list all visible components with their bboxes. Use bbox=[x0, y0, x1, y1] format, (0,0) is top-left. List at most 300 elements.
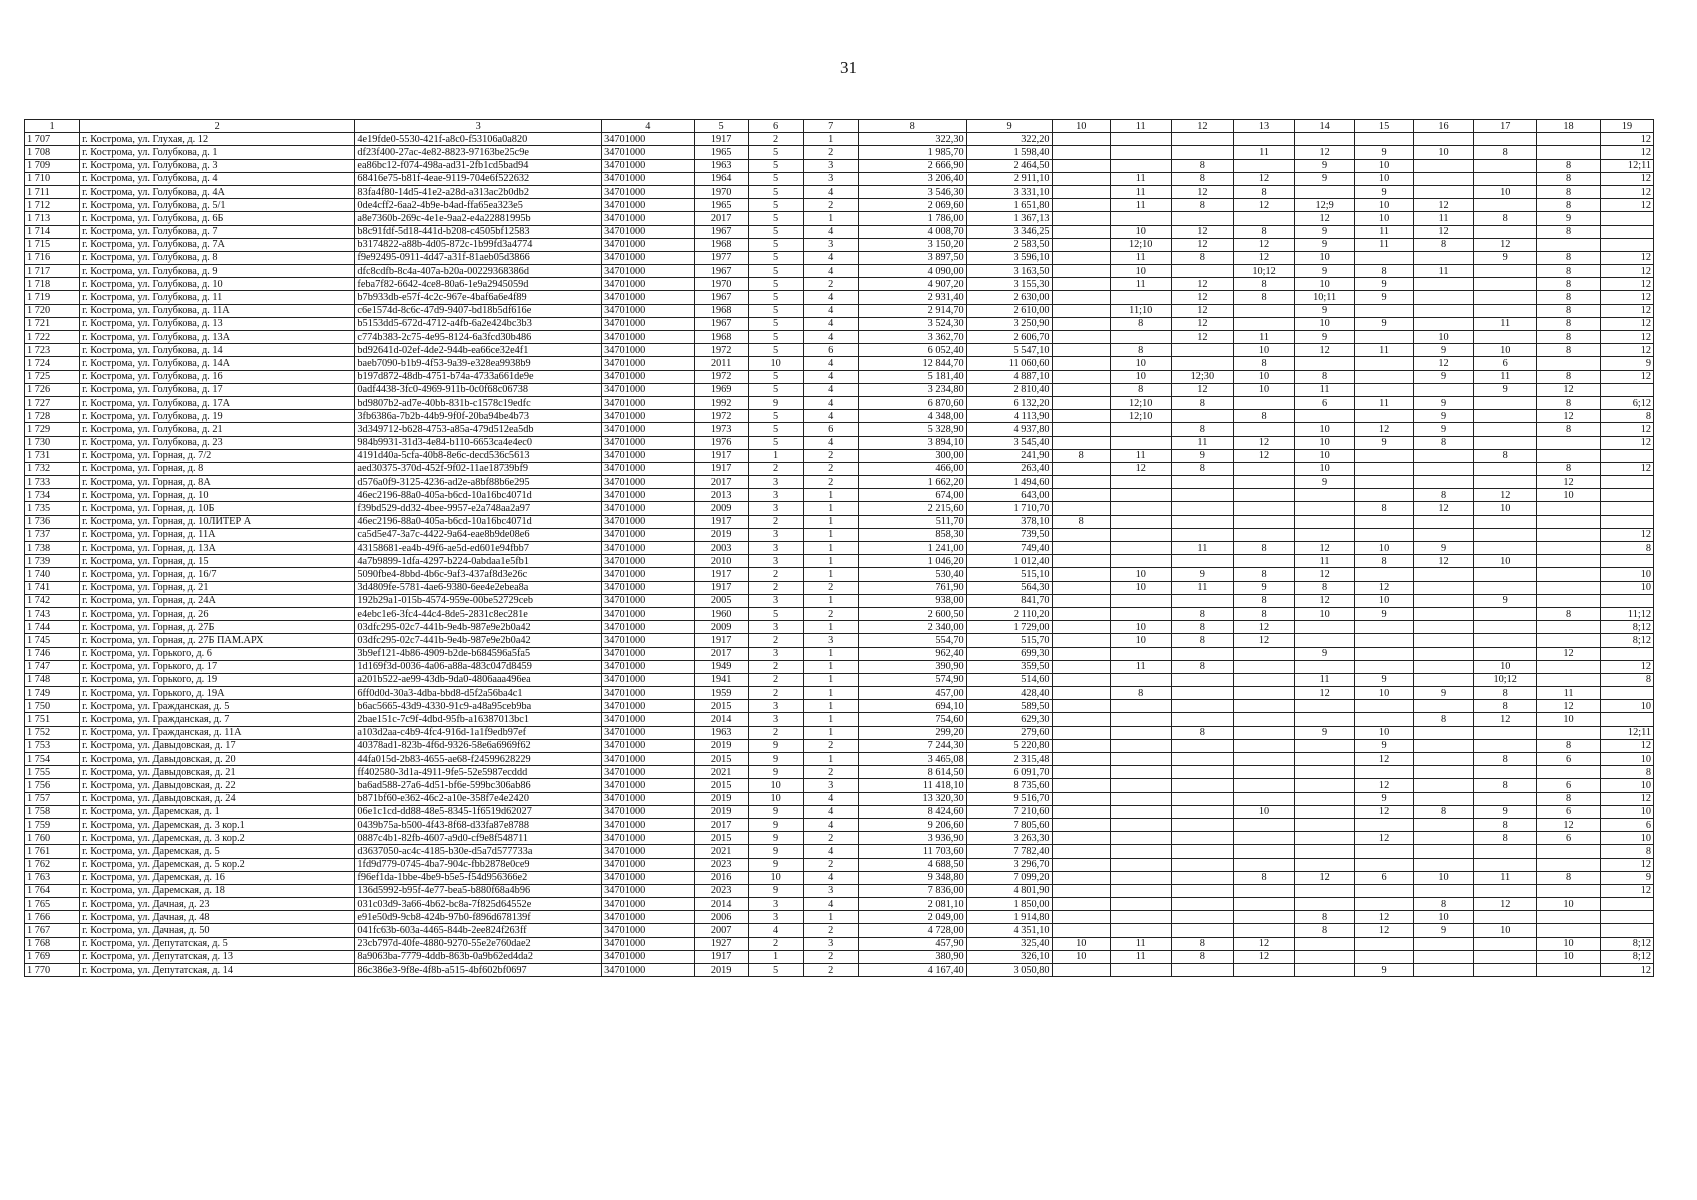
table-cell: 12 bbox=[1600, 317, 1653, 330]
table-cell: 4 bbox=[803, 805, 858, 818]
table-cell bbox=[1294, 739, 1355, 752]
table-cell: 5 bbox=[748, 383, 803, 396]
table-cell: 1960 bbox=[694, 607, 748, 620]
table-cell: 1969 bbox=[694, 383, 748, 396]
table-cell: г. Кострома, ул. Депутатская, д. 5 bbox=[80, 937, 355, 950]
table-cell bbox=[1052, 805, 1110, 818]
table-cell: 10 bbox=[1294, 423, 1355, 436]
table-cell: 8 bbox=[1537, 291, 1601, 304]
table-cell: г. Кострома, ул. Горная, д. 21 bbox=[80, 581, 355, 594]
table-cell: 34701000 bbox=[602, 792, 695, 805]
table-row bbox=[25, 357, 1654, 370]
table-cell bbox=[1474, 410, 1537, 423]
table-cell: 10 bbox=[1413, 911, 1474, 924]
table-row bbox=[25, 462, 1654, 475]
table-cell: 2005 bbox=[694, 594, 748, 607]
table-cell: 10 bbox=[1355, 542, 1413, 555]
table-cell bbox=[1474, 884, 1537, 897]
table-cell bbox=[1171, 792, 1234, 805]
table-cell bbox=[1052, 792, 1110, 805]
table-cell: г. Кострома, ул. Гражданская, д. 7 bbox=[80, 713, 355, 726]
table-cell: г. Кострома, ул. Голубкова, д. 1 bbox=[80, 146, 355, 159]
table-cell bbox=[1234, 687, 1295, 700]
table-cell bbox=[1537, 845, 1601, 858]
table-cell: 8;12 bbox=[1600, 621, 1653, 634]
table-cell bbox=[1537, 924, 1601, 937]
table-cell bbox=[1355, 251, 1413, 264]
table-cell: 10 bbox=[1110, 581, 1171, 594]
table-cell: 9 bbox=[1474, 383, 1537, 396]
table-cell: 3 234,80 bbox=[858, 383, 966, 396]
table-cell bbox=[1294, 779, 1355, 792]
table-row bbox=[25, 476, 1654, 489]
table-cell: 34701000 bbox=[602, 594, 695, 607]
table-cell: 1 710,70 bbox=[966, 502, 1052, 515]
table-cell: 3fb6386a-7b2b-44b9-9f0f-20ba94be4b73 bbox=[355, 410, 602, 423]
table-cell bbox=[1413, 607, 1474, 620]
table-cell bbox=[1234, 647, 1295, 660]
table-cell: 1917 bbox=[694, 581, 748, 594]
table-cell: 34701000 bbox=[602, 647, 695, 660]
table-cell bbox=[1474, 462, 1537, 475]
table-cell: 7 244,30 bbox=[858, 739, 966, 752]
table-cell: 12;11 bbox=[1600, 726, 1653, 739]
table-cell: 9 bbox=[1355, 278, 1413, 291]
table-cell bbox=[1413, 937, 1474, 950]
table-cell: 10 bbox=[1052, 950, 1110, 963]
table-cell: 12 bbox=[1171, 317, 1234, 330]
table-cell: 12;11 bbox=[1600, 159, 1653, 172]
table-cell: 3 bbox=[748, 542, 803, 555]
table-cell: 9 bbox=[1294, 331, 1355, 344]
table-cell: 1965 bbox=[694, 146, 748, 159]
table-cell bbox=[1537, 146, 1601, 159]
table-cell: 2 110,20 bbox=[966, 607, 1052, 620]
table-cell bbox=[1355, 766, 1413, 779]
table-cell bbox=[1110, 700, 1171, 713]
table-cell: 9 bbox=[1600, 871, 1653, 884]
page-number: 31 bbox=[840, 58, 857, 77]
table-cell: 3 163,50 bbox=[966, 265, 1052, 278]
table-cell: 3 bbox=[803, 238, 858, 251]
table-cell: 8 bbox=[1537, 159, 1601, 172]
table-row bbox=[25, 159, 1654, 172]
table-cell: 34701000 bbox=[602, 898, 695, 911]
table-cell: 8 bbox=[1234, 568, 1295, 581]
table-cell: 12 bbox=[1355, 779, 1413, 792]
table-cell: 2 bbox=[803, 950, 858, 963]
table-cell: 841,70 bbox=[966, 594, 1052, 607]
table-cell bbox=[1355, 950, 1413, 963]
table-cell bbox=[1600, 687, 1653, 700]
table-cell: 34701000 bbox=[602, 673, 695, 686]
table-cell bbox=[1355, 383, 1413, 396]
table-cell: 11;10 bbox=[1110, 304, 1171, 317]
table-cell bbox=[1171, 713, 1234, 726]
table-row bbox=[25, 396, 1654, 409]
table-cell: 34701000 bbox=[602, 568, 695, 581]
table-cell bbox=[1537, 542, 1601, 555]
table-cell bbox=[1294, 133, 1355, 146]
table-cell: г. Кострома, ул. Горная, д. 11А bbox=[80, 528, 355, 541]
table-cell: 1 764 bbox=[25, 884, 80, 897]
table-cell: 643,00 bbox=[966, 489, 1052, 502]
table-cell bbox=[1171, 528, 1234, 541]
table-row bbox=[25, 779, 1654, 792]
table-cell: 4 bbox=[803, 291, 858, 304]
table-cell bbox=[1413, 515, 1474, 528]
table-cell bbox=[1413, 753, 1474, 766]
table-cell: г. Кострома, ул. Горная, д. 13А bbox=[80, 542, 355, 555]
table-row bbox=[25, 344, 1654, 357]
table-cell: 3 362,70 bbox=[858, 331, 966, 344]
table-cell: 10 bbox=[1110, 357, 1171, 370]
table-cell bbox=[1234, 528, 1295, 541]
table-cell bbox=[1413, 476, 1474, 489]
table-cell: 3 bbox=[748, 528, 803, 541]
table-cell bbox=[1474, 581, 1537, 594]
table-cell: 5090fbe4-8bbd-4b6c-9af3-437af8d3e26c bbox=[355, 568, 602, 581]
table-cell bbox=[1600, 225, 1653, 238]
table-cell: bd92641d-02ef-4de2-944b-ea66ce32e4f1 bbox=[355, 344, 602, 357]
table-cell: 10 bbox=[1294, 607, 1355, 620]
table-cell: df23f400-27ac-4e82-8823-97163be25c9e bbox=[355, 146, 602, 159]
table-cell: 8 bbox=[1294, 924, 1355, 937]
table-cell: 11 bbox=[1413, 265, 1474, 278]
table-cell: 12;10 bbox=[1110, 238, 1171, 251]
table-cell: 7 099,20 bbox=[966, 871, 1052, 884]
table-cell: 8 bbox=[1234, 594, 1295, 607]
table-cell bbox=[1171, 766, 1234, 779]
table-row bbox=[25, 568, 1654, 581]
table-cell: 3 bbox=[748, 555, 803, 568]
table-cell: 8 bbox=[1537, 225, 1601, 238]
column-header: 10 bbox=[1052, 120, 1110, 133]
table-cell: 12 bbox=[1600, 739, 1653, 752]
table-cell bbox=[1110, 792, 1171, 805]
table-cell: 6 bbox=[1474, 357, 1537, 370]
table-cell bbox=[1413, 792, 1474, 805]
table-cell bbox=[1234, 911, 1295, 924]
table-cell: 4 bbox=[803, 357, 858, 370]
column-header: 17 bbox=[1474, 120, 1537, 133]
table-cell: 1 761 bbox=[25, 845, 80, 858]
table-cell: 9 bbox=[1355, 673, 1413, 686]
table-cell: 9 bbox=[748, 832, 803, 845]
table-cell: 8a9063ba-7779-4ddb-863b-0a9b62ed4da2 bbox=[355, 950, 602, 963]
table-cell bbox=[1294, 713, 1355, 726]
table-cell bbox=[1171, 858, 1234, 871]
table-cell: 10 bbox=[748, 871, 803, 884]
table-cell: 12 bbox=[1234, 172, 1295, 185]
table-cell: 1959 bbox=[694, 687, 748, 700]
table-cell: b6ac5665-43d9-4330-91c9-a48a95ceb9ba bbox=[355, 700, 602, 713]
table-cell: 1 bbox=[803, 726, 858, 739]
table-cell: 1 722 bbox=[25, 331, 80, 344]
table-cell bbox=[1234, 555, 1295, 568]
table-cell: 8 bbox=[1537, 739, 1601, 752]
table-cell: 11 bbox=[1110, 449, 1171, 462]
table-cell: 3 050,80 bbox=[966, 964, 1052, 977]
table-cell: 8 bbox=[1234, 410, 1295, 423]
table-cell: 8 bbox=[1234, 542, 1295, 555]
table-cell: 5 bbox=[748, 159, 803, 172]
table-cell: 11 bbox=[1474, 370, 1537, 383]
table-cell: 34701000 bbox=[602, 621, 695, 634]
table-cell: 2 bbox=[748, 515, 803, 528]
table-cell: 12 bbox=[1171, 331, 1234, 344]
table-cell: 5 bbox=[748, 225, 803, 238]
table-cell: 34701000 bbox=[602, 423, 695, 436]
table-cell bbox=[1110, 898, 1171, 911]
table-cell bbox=[1171, 805, 1234, 818]
table-cell: 2 810,40 bbox=[966, 383, 1052, 396]
table-cell bbox=[1052, 212, 1110, 225]
table-cell: 34701000 bbox=[602, 634, 695, 647]
table-cell: 428,40 bbox=[966, 687, 1052, 700]
table-cell: 11 bbox=[1355, 238, 1413, 251]
table-cell: 2 bbox=[748, 660, 803, 673]
table-cell bbox=[1413, 317, 1474, 330]
table-cell bbox=[1052, 700, 1110, 713]
column-header: 7 bbox=[803, 120, 858, 133]
table-cell: 1 739 bbox=[25, 555, 80, 568]
table-row bbox=[25, 317, 1654, 330]
table-cell: 1 723 bbox=[25, 344, 80, 357]
table-cell: 8 bbox=[1537, 304, 1601, 317]
column-header: 9 bbox=[966, 120, 1052, 133]
table-cell bbox=[1474, 265, 1537, 278]
table-cell bbox=[1355, 410, 1413, 423]
table-cell bbox=[1600, 502, 1653, 515]
table-cell: 12 bbox=[1234, 436, 1295, 449]
table-row bbox=[25, 212, 1654, 225]
table-cell: 8 bbox=[1171, 634, 1234, 647]
table-cell: 10 bbox=[1600, 568, 1653, 581]
table-cell bbox=[1234, 212, 1295, 225]
table-cell: 12 bbox=[1234, 634, 1295, 647]
table-cell: 041fc63b-603a-4465-844b-2ee824f263ff bbox=[355, 924, 602, 937]
table-cell bbox=[1600, 476, 1653, 489]
table-cell: 12 bbox=[1355, 423, 1413, 436]
table-cell: 8 bbox=[1234, 225, 1295, 238]
table-cell bbox=[1110, 884, 1171, 897]
table-cell: 378,10 bbox=[966, 515, 1052, 528]
table-cell: 380,90 bbox=[858, 950, 966, 963]
table-cell: 12 bbox=[1413, 225, 1474, 238]
table-cell bbox=[1234, 818, 1295, 831]
table-cell: 8 bbox=[1171, 172, 1234, 185]
table-cell: г. Кострома, ул. Глухая, д. 12 bbox=[80, 133, 355, 146]
table-row bbox=[25, 924, 1654, 937]
table-cell: 2015 bbox=[694, 832, 748, 845]
table-cell: 34701000 bbox=[602, 502, 695, 515]
table-cell bbox=[1234, 792, 1295, 805]
table-cell bbox=[1600, 515, 1653, 528]
table-cell: 2010 bbox=[694, 555, 748, 568]
table-cell: 1 bbox=[803, 133, 858, 146]
table-cell: 1 747 bbox=[25, 660, 80, 673]
table-cell: 2007 bbox=[694, 924, 748, 937]
table-cell bbox=[1474, 621, 1537, 634]
table-cell: г. Кострома, ул. Голубкова, д. 17А bbox=[80, 396, 355, 409]
table-cell bbox=[1294, 950, 1355, 963]
table-cell: 1 736 bbox=[25, 515, 80, 528]
table-row bbox=[25, 581, 1654, 594]
table-cell: 8;12 bbox=[1600, 937, 1653, 950]
table-cell: 10;12 bbox=[1234, 265, 1295, 278]
table-cell: 8 bbox=[1294, 370, 1355, 383]
table-cell: г. Кострома, ул. Горная, д. 27Б ПАМ.АРХ bbox=[80, 634, 355, 647]
table-cell bbox=[1234, 515, 1295, 528]
table-cell: 4 bbox=[803, 383, 858, 396]
table-cell bbox=[1294, 845, 1355, 858]
table-cell: г. Кострома, ул. Горная, д. 8А bbox=[80, 476, 355, 489]
table-cell bbox=[1600, 898, 1653, 911]
table-cell bbox=[1294, 621, 1355, 634]
table-cell: 1964 bbox=[694, 172, 748, 185]
table-cell bbox=[1355, 937, 1413, 950]
table-cell: 2 049,00 bbox=[858, 911, 966, 924]
table-cell bbox=[1052, 225, 1110, 238]
table-cell: г. Кострома, ул. Даремская, д. 3 кор.2 bbox=[80, 832, 355, 845]
table-row bbox=[25, 423, 1654, 436]
table-cell: 11 bbox=[1355, 396, 1413, 409]
table-cell: 10 bbox=[1294, 317, 1355, 330]
table-cell bbox=[1294, 700, 1355, 713]
table-row bbox=[25, 225, 1654, 238]
table-cell: 8 bbox=[1355, 265, 1413, 278]
table-cell: 6 bbox=[1355, 871, 1413, 884]
table-cell: г. Кострома, ул. Даремская, д. 18 bbox=[80, 884, 355, 897]
table-cell: 12 bbox=[1537, 647, 1601, 660]
table-cell: 2 666,90 bbox=[858, 159, 966, 172]
table-cell: 12 bbox=[1474, 898, 1537, 911]
table-row bbox=[25, 133, 1654, 146]
table-cell: 6 bbox=[1537, 805, 1601, 818]
table-cell: 1 985,70 bbox=[858, 146, 966, 159]
table-cell bbox=[1355, 476, 1413, 489]
table-cell: 12 bbox=[1294, 871, 1355, 884]
table-cell bbox=[1474, 634, 1537, 647]
table-cell: 8 bbox=[1537, 370, 1601, 383]
table-cell: b8c91fdf-5d18-441d-b208-c4505bf12583 bbox=[355, 225, 602, 238]
column-header: 15 bbox=[1355, 120, 1413, 133]
table-cell: 8 bbox=[1234, 871, 1295, 884]
table-cell bbox=[1413, 673, 1474, 686]
table-cell: 10 bbox=[1355, 726, 1413, 739]
table-cell: 2021 bbox=[694, 766, 748, 779]
table-row bbox=[25, 304, 1654, 317]
table-cell bbox=[1355, 133, 1413, 146]
table-cell: 8 bbox=[1171, 660, 1234, 673]
table-cell bbox=[1294, 660, 1355, 673]
table-cell: г. Кострома, ул. Даремская, д. 5 bbox=[80, 845, 355, 858]
table-cell: г. Кострома, ул. Горького, д. 19 bbox=[80, 673, 355, 686]
table-cell: 390,90 bbox=[858, 660, 966, 673]
table-cell: 1 737 bbox=[25, 528, 80, 541]
table-cell bbox=[1413, 726, 1474, 739]
table-cell bbox=[1052, 159, 1110, 172]
table-cell: 9 bbox=[1355, 607, 1413, 620]
table-cell: г. Кострома, ул. Голубкова, д. 7А bbox=[80, 238, 355, 251]
table-cell bbox=[1600, 713, 1653, 726]
table-cell: 12 844,70 bbox=[858, 357, 966, 370]
table-cell bbox=[1413, 964, 1474, 977]
table-cell: 10 bbox=[1234, 344, 1295, 357]
table-cell: 34701000 bbox=[602, 304, 695, 317]
table-cell: 322,20 bbox=[966, 133, 1052, 146]
table-cell bbox=[1171, 964, 1234, 977]
table-cell: г. Кострома, ул. Голубкова, д. 7 bbox=[80, 225, 355, 238]
table-cell: 1927 bbox=[694, 937, 748, 950]
table-row bbox=[25, 700, 1654, 713]
table-cell: 515,10 bbox=[966, 568, 1052, 581]
table-cell: 3 bbox=[748, 621, 803, 634]
table-cell bbox=[1355, 528, 1413, 541]
table-cell: 10 bbox=[1234, 383, 1295, 396]
table-cell: 8 bbox=[1537, 792, 1601, 805]
table-row bbox=[25, 766, 1654, 779]
table-cell bbox=[1413, 383, 1474, 396]
table-cell: 12 bbox=[1294, 594, 1355, 607]
table-cell: 40378ad1-823b-4f6d-9326-58e6a6969f62 bbox=[355, 739, 602, 752]
table-cell: 4 348,00 bbox=[858, 410, 966, 423]
table-cell bbox=[1474, 331, 1537, 344]
table-cell bbox=[1052, 528, 1110, 541]
table-cell bbox=[1110, 436, 1171, 449]
table-cell: 2 bbox=[803, 766, 858, 779]
table-cell bbox=[1413, 568, 1474, 581]
table-cell: 9 bbox=[1171, 568, 1234, 581]
table-cell: 12 bbox=[1474, 713, 1537, 726]
table-cell: 1 651,80 bbox=[966, 199, 1052, 212]
table-cell: 10 bbox=[1474, 344, 1537, 357]
table-row bbox=[25, 410, 1654, 423]
table-cell: 1 bbox=[748, 449, 803, 462]
table-cell: г. Кострома, ул. Горная, д. 27Б bbox=[80, 621, 355, 634]
table-cell bbox=[1110, 871, 1171, 884]
table-cell: 7 210,60 bbox=[966, 805, 1052, 818]
table-cell bbox=[1413, 832, 1474, 845]
table-cell: 43158681-ea4b-49f6-ae5d-ed601e94fbb7 bbox=[355, 542, 602, 555]
table-cell bbox=[1234, 779, 1295, 792]
table-cell: 8 bbox=[1537, 172, 1601, 185]
table-cell: 279,60 bbox=[966, 726, 1052, 739]
table-cell: 9 bbox=[1413, 396, 1474, 409]
table-cell bbox=[1052, 278, 1110, 291]
table-cell bbox=[1171, 845, 1234, 858]
table-cell: 8 bbox=[1537, 185, 1601, 198]
table-cell: г. Кострома, ул. Дачная, д. 50 bbox=[80, 924, 355, 937]
table-cell: 3 bbox=[803, 159, 858, 172]
table-cell: г. Кострома, ул. Горная, д. 10ЛИТЕР А bbox=[80, 515, 355, 528]
table-cell: 5 bbox=[748, 251, 803, 264]
table-cell bbox=[1294, 410, 1355, 423]
table-cell: 11 bbox=[1110, 660, 1171, 673]
table-cell: г. Кострома, ул. Даремская, д. 16 bbox=[80, 871, 355, 884]
table-cell: 5 bbox=[748, 317, 803, 330]
table-cell: 5 bbox=[748, 212, 803, 225]
table-cell: 1 bbox=[803, 212, 858, 225]
table-cell bbox=[1052, 858, 1110, 871]
table-cell: 4 bbox=[803, 396, 858, 409]
table-cell: 10 bbox=[1537, 489, 1601, 502]
table-cell bbox=[1537, 502, 1601, 515]
table-row bbox=[25, 172, 1654, 185]
table-cell: 4a7b9899-1dfa-4297-b224-0abdaa1e5fb1 bbox=[355, 555, 602, 568]
table-cell: 34701000 bbox=[602, 410, 695, 423]
